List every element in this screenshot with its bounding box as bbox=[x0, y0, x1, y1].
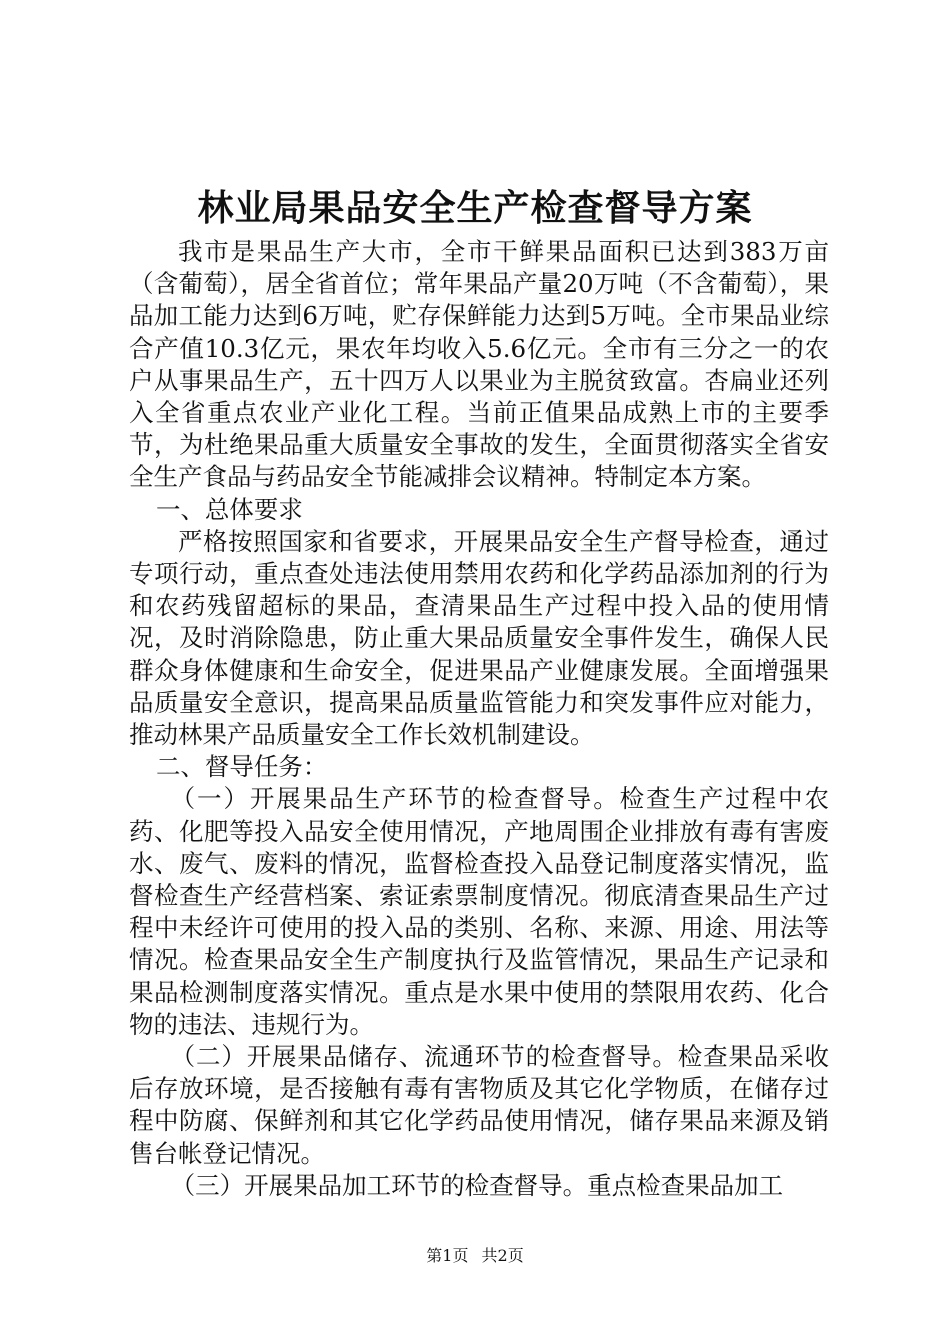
task-2-paragraph: （二）开展果品储存、流通环节的检查督导。检查果品采收后存放环境，是否接触有毒有害物质及其它化学物质，在储存过程中防腐、保鲜剂和其它化学药品使用情况，储存果品来源及销售台帐登记情况。 bbox=[129, 1042, 829, 1168]
page-number-current: 第1页 bbox=[426, 1246, 469, 1265]
task-1-paragraph: （一）开展果品生产环节的检查督导。检查生产过程中农药、化肥等投入品安全使用情况，产地周围企业排放有毒有害废水、废气、废料的情况，监督检查投入品登记制度落实情况，监督检查生产经营档案、索证索票制度情况。彻底清查果品生产过程中未经许可使用的投入品的类别、名称、来源、用途、用法等情况。检查果品安全生产制度执行及监管情况，果品生产记录和果品检测制度落实情况。重点是水果中使用的禁限用农药、化合物的违法、违规行为。 bbox=[129, 784, 829, 1039]
section-1-paragraph: 严格按照国家和省要求，开展果品安全生产督导检查，通过专项行动，重点查处违法使用禁用农药和化学药品添加剂的行为和农药残留超标的果品，查清果品生产过程中投入品的使用情况，及时消除隐患，防止重大果品质量安全事件发生，确保人民群众身体健康和生命安全，促进果品产业健康发展。全面增强果品质量安全意识，提高果品质量监管能力和突发事件应对能力，推动林果产品质量安全工作长效机制建设。 bbox=[129, 526, 829, 750]
intro-paragraph: 我市是果品生产大市，全市干鲜果品面积已达到383万亩（含葡萄），居全省首位；常年果品产量20万吨（不含葡萄），果品加工能力达到6万吨，贮存保鲜能力达到5万吨。全市果品业综合产值10.3亿元，果农年均收入5.6亿元。全市有三分之一的农户从事果品生产，五十四万人以果业为主脱贫致富。杏扁业还列入全省重点农业产业化工程。当前正值果品成熟上市的主要季节，为杜绝果品重大质量安全事故的发生，全面贯彻落实全省安全生产食品与药品安全节能减排会议精神。特制定本方案。 bbox=[129, 237, 829, 492]
page-footer bbox=[0, 1246, 950, 1266]
task-3-paragraph: （三）开展果品加工环节的检查督导。重点检查果品加工 bbox=[170, 1170, 784, 1200]
page-number-total: 共2页 bbox=[481, 1246, 524, 1265]
section-2-heading: 二、督导任务： bbox=[155, 752, 328, 782]
document-body bbox=[129, 236, 829, 1202]
section-1-heading: 一、总体要求 bbox=[155, 494, 303, 524]
document-title: 林业局果品安全生产检查督导方案 bbox=[197, 187, 753, 229]
